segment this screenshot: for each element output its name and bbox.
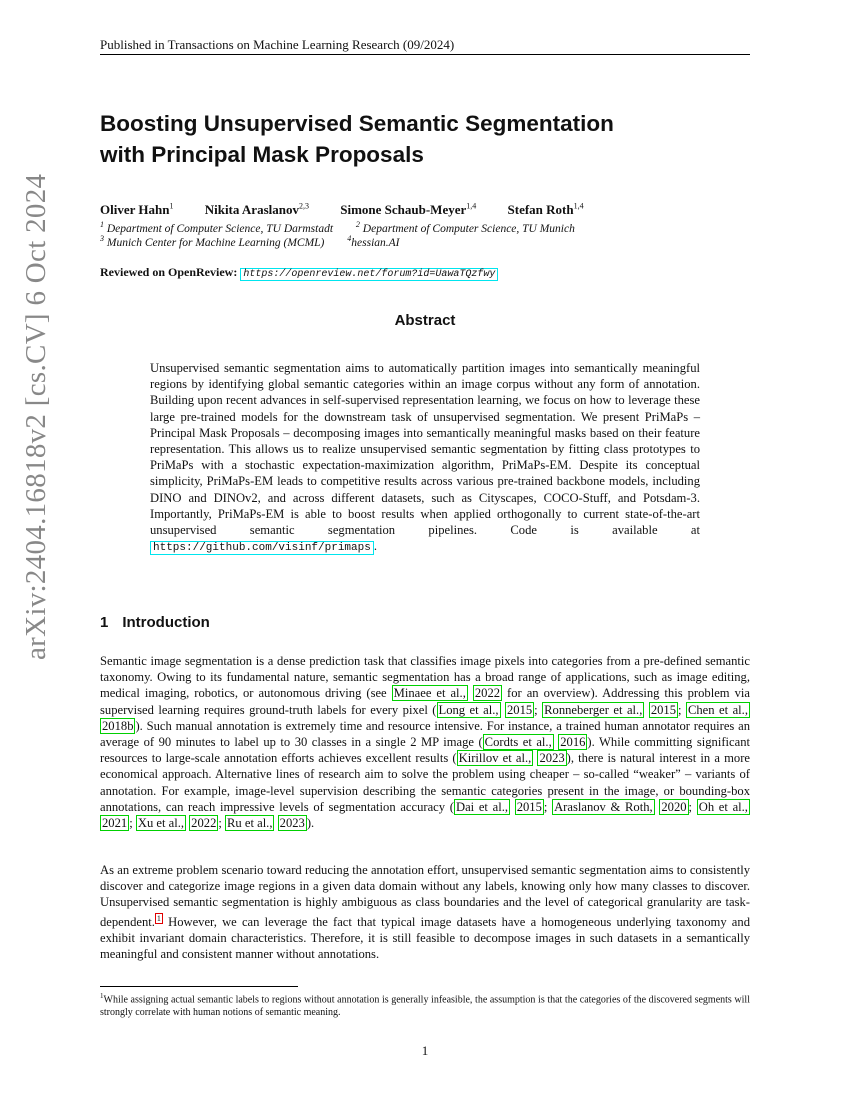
page-number: 1 bbox=[421, 1043, 429, 1058]
abstract-end: . bbox=[373, 539, 377, 554]
affiliations-row-2 bbox=[100, 234, 750, 249]
citation-link[interactable]: 2015 bbox=[650, 702, 677, 717]
citation-link[interactable]: 2023 bbox=[279, 816, 305, 831]
affiliation: $^3$ Munich Center for Machine Learning (MCML) bbox=[100, 234, 325, 249]
title-line-2: with Principal Mask Proposals bbox=[100, 142, 424, 167]
citation-link[interactable]: 2022 bbox=[474, 686, 501, 701]
citation-link[interactable]: Cordts et al., bbox=[484, 735, 552, 750]
author-list bbox=[100, 202, 750, 218]
review-line bbox=[100, 265, 498, 280]
citation-link[interactable]: 2016 bbox=[560, 735, 586, 750]
review-label: Reviewed on OpenReview: bbox=[100, 265, 238, 279]
citation-link[interactable]: 2015 bbox=[506, 702, 533, 717]
section-heading-introduction bbox=[100, 614, 210, 631]
section-title: Introduction bbox=[122, 614, 210, 631]
footnote-rule bbox=[100, 986, 298, 987]
citation-link[interactable]: Minaee et al., bbox=[393, 686, 466, 701]
intro-paragraph-2: As an extreme problem scenario toward reducing the annotation effort, unsupervised semantic segmentation aims to consistently discover and categorize image regions in a given data domain without any labels, knowing only how many classes to discover. Unsupervised semantic segmentation is highly ambiguous as class boundaries and the level of categorical granularity are task-dependent. $^1$ However, we can leverage the fact that typical image datasets have a homogeneous underlying taxonomy and exhibit invariant domain characteristics. Therefore, it is still feasible to decompose images in such datasets in a semantically meaningful and consistent manner without annotations. bbox=[100, 863, 750, 962]
author: Simone Schaub-Meyer$^{1,4}$ bbox=[340, 202, 477, 218]
author: Oliver Hahn$^1$ bbox=[100, 202, 174, 218]
abstract-text: Unsupervised semantic segmentation aims to automatically partition images into semantically meaningful regions by identifying global semantic categories within an image corpus without any form of annotation. Building upon recent advances in self-supervised representation learning, we focus on how to leverage these large pre-trained models for the downstream task of unsupervised segmentation. We present PriMaPs – Principal Mask Proposals – decomposing images into semantically meaningful masks based on their feature representation. This allows us to realize unsupervised semantic segmentation by fitting class prototypes to PriMaPs with a stochastic expectation-maximization algorithm, PriMaPs-EM. Despite its conceptual simplicity, PriMaPs-EM leads to competitive results across various pre-trained backbone models, including DINO and DINOv2, and across different datasets, such as Cityscapes, COCO-Stuff, and Potsdam-3. Importantly, PriMaPs-EM is able to boost results when applied orthogonally to current state-of-the-art unsupervised semantic segmentation pipelines. Code is available at bbox=[150, 361, 700, 538]
citation-link[interactable]: 2021 bbox=[102, 816, 128, 831]
author: Nikita Araslanov$^{2,3}$ bbox=[204, 202, 309, 218]
citation-link[interactable]: Ru et al., bbox=[227, 816, 273, 831]
citation-link[interactable]: 2020 bbox=[661, 799, 687, 814]
citation-link[interactable]: 2018b bbox=[102, 718, 134, 733]
footnote-mark: 1 bbox=[100, 992, 104, 1000]
running-header: Published in Transactions on Machine Learning Research (09/2024) bbox=[100, 37, 455, 52]
arxiv-stamp bbox=[16, 173, 56, 660]
footnote bbox=[100, 990, 750, 1019]
abstract-heading: Abstract bbox=[394, 312, 456, 329]
affiliation: $^4$hessian.AI bbox=[347, 234, 400, 249]
author: Stefan Roth$^{1,4}$ bbox=[507, 202, 584, 218]
arxiv-stamp-text: arXiv:2404.16818v2 [cs.CV] 6 Oct 2024 bbox=[20, 173, 52, 660]
citation-link[interactable]: 2015 bbox=[516, 799, 542, 814]
citation-link[interactable]: Chen et al., bbox=[687, 702, 748, 717]
abstract-body bbox=[150, 360, 700, 556]
affiliation: $^2$ Department of Computer Science, TU Munich bbox=[355, 220, 575, 235]
citation-link[interactable]: Xu et al., bbox=[137, 816, 185, 831]
citation-link[interactable]: 2023 bbox=[539, 751, 565, 766]
code-link[interactable]: https://github.com/visinf/primaps bbox=[150, 541, 374, 555]
citation-link[interactable]: Kirillov et al., bbox=[458, 751, 532, 766]
openreview-link[interactable]: https://openreview.net/forum?id=UawaTQzfwy bbox=[240, 268, 498, 281]
citation-link[interactable]: Dai et al., bbox=[455, 799, 509, 814]
citation-link[interactable]: Ronneberger et al., bbox=[544, 702, 643, 717]
citation-link[interactable]: Oh et al., bbox=[698, 799, 748, 814]
intro-paragraph-1: Semantic image segmentation is a dense prediction task that classifies image pixels into categories from a pre-defined semantic taxonomy. Owing to its fundamental nature, semantic segmentation has a broad range of applications, such as image editing, medical imaging, robotics, or autonomous driving (see Minaee et al., 2022 for an overview). Addressing this problem via supervised learning requires ground-truth labels for every pixel ( Long et al., 2015 ; Ronneberger et al., 2015 ; Chen et al., 2018b ). Such manual annotation is extremely time and resource intensive. For instance, a trained human annotator requires an average of 90 minutes to label up to 30 classes in a single 2 MP image ( Cordts et al., 2016 ). While committing significant resources to large-scale annotation efforts achieves excellent results ( Kirillov et al., 2023 ), there is natural interest in a more economical approach. Alternative lines of research aim to solve the problem using cheaper – so-called “weaker” – variants of annotation. For example, image-level supervision describing the semantic categories present in the image, or bounding-box annotations, can reach impressive levels of segmentation accuracy ( Dai et al., 2015 ; Araslanov & Roth, 2020 ; Oh et al., 2021 ; Xu et al., 2022 ; Ru et al., 2023 ). bbox=[100, 654, 751, 831]
title-line-1: Boosting Unsupervised Semantic Segmentation bbox=[100, 111, 614, 136]
citation-link[interactable]: Araslanov & Roth, bbox=[554, 799, 653, 814]
citation-link[interactable]: Long et al., bbox=[438, 702, 499, 717]
section-number: 1 bbox=[100, 614, 109, 631]
affiliations-row-1 bbox=[100, 220, 750, 235]
header-rule bbox=[100, 54, 750, 55]
affiliation: $^1$ Department of Computer Science, TU Darmstadt bbox=[100, 220, 334, 235]
paper-title bbox=[100, 108, 750, 170]
footnote-link[interactable]: 1 bbox=[156, 913, 161, 923]
citation-link[interactable]: 2022 bbox=[191, 816, 217, 831]
footnote-text: While assigning actual semantic labels to regions without annotation is generally infeasible, the assumption is that the categories of the discovered segments will strongly correlate with human notions of semantic meaning. bbox=[100, 994, 750, 1019]
